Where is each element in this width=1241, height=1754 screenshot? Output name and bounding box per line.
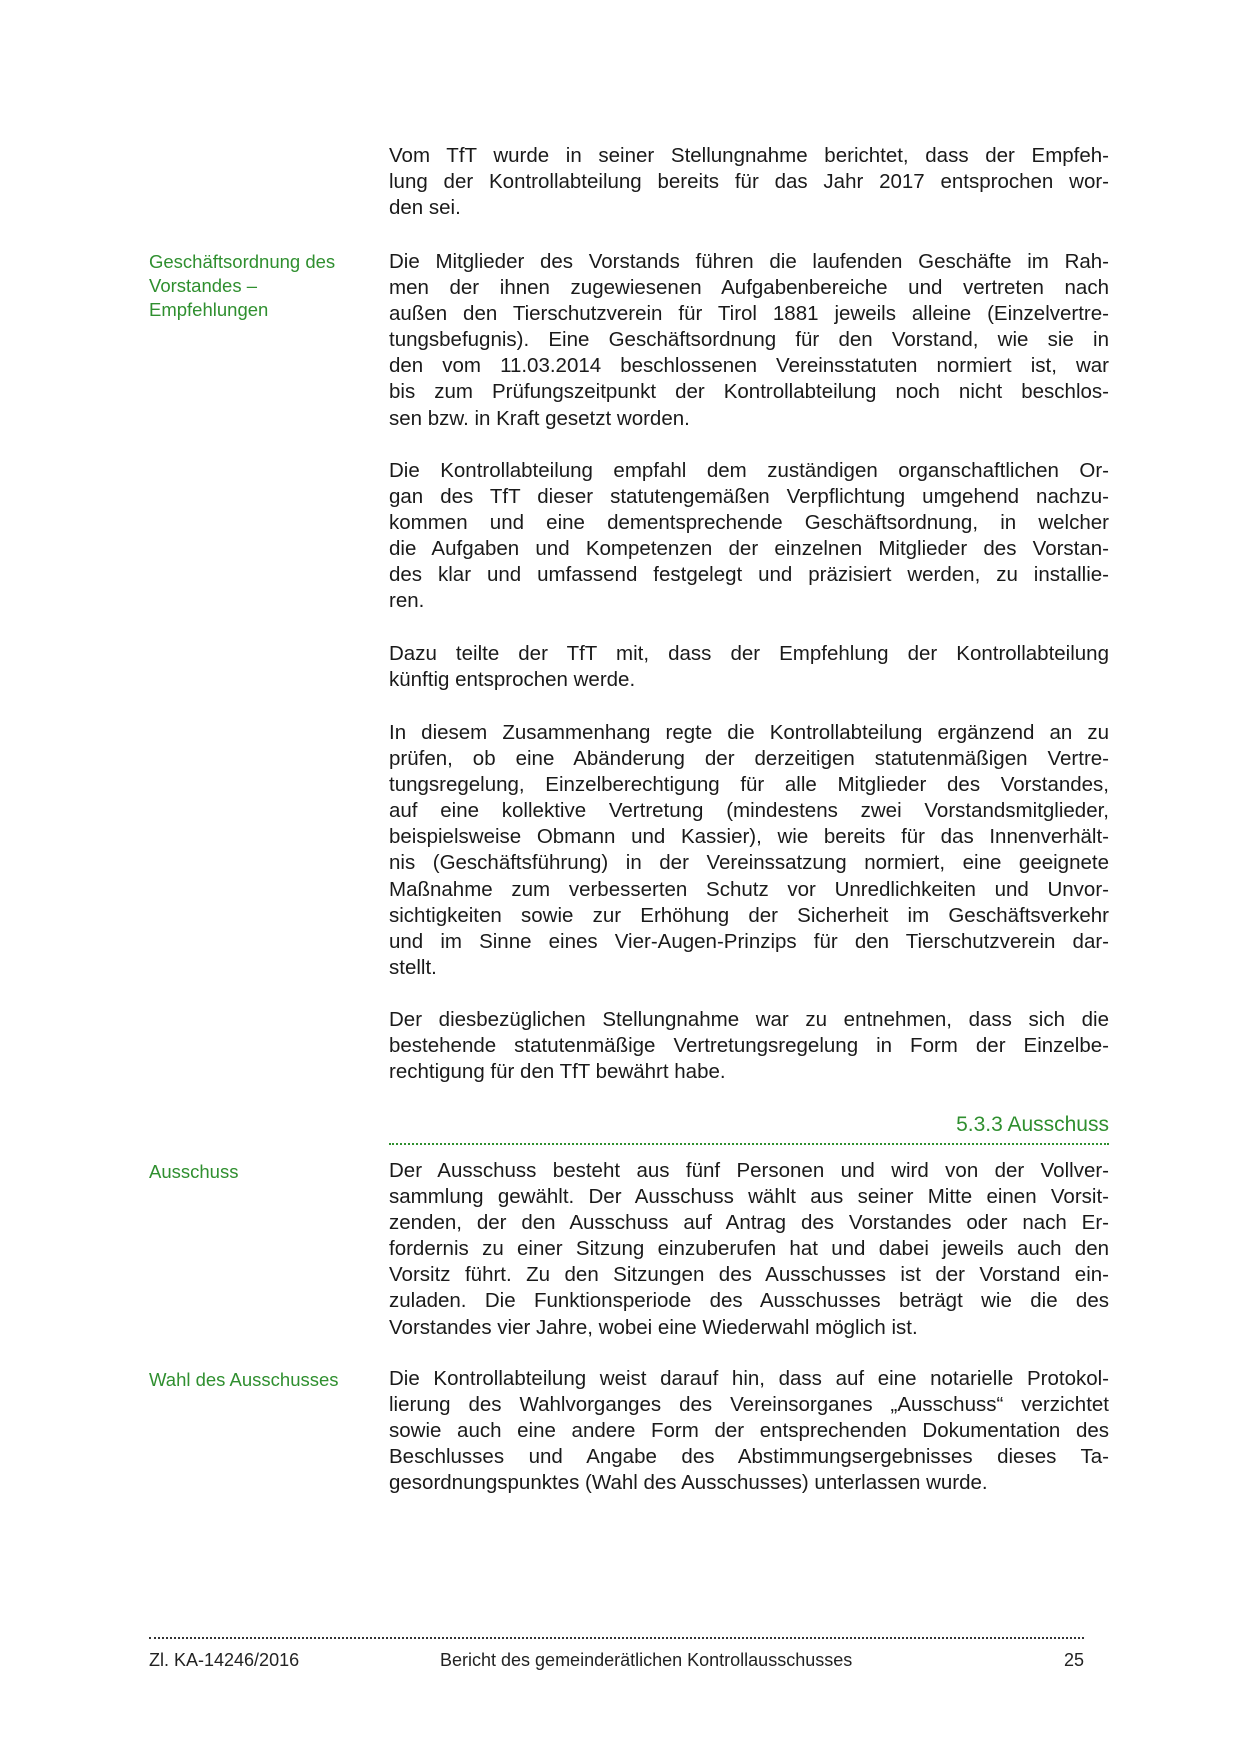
text-line: außen den Tierschutzverein für Tirol 1881 jeweils alleine (Einzelvertre- [389, 302, 1109, 326]
text-line: Die Kontrollabteilung weist darauf hin, dass auf eine notarielle Protokol- [389, 1367, 1109, 1390]
side-label-wahl: Wahl des Ausschusses [149, 1369, 339, 1390]
side-label-ausschuss: Ausschuss [149, 1161, 239, 1182]
paragraph-7 [389, 1158, 1109, 1341]
text-line: sowie auch eine andere Form der entsprechenden Dokumentation des [389, 1419, 1109, 1443]
text-line: lung der Kontrollabteilung bereits für das Jahr 2017 entsprochen wor- [389, 170, 1109, 194]
text-line: rechtigung für den TfT bewährt habe. [389, 1060, 726, 1084]
text-line: Vom TfT wurde in seiner Stellungnahme berichtet, dass der Empfeh- [389, 144, 1109, 167]
paragraph-2 [389, 249, 1109, 432]
text-line: Vorsitz führt. Zu den Sitzungen des Ausschusses ist der Vorstand ein- [389, 1263, 1109, 1287]
text-line: Vorstandes vier Jahre, wobei eine Wiederwahl möglich ist. [389, 1315, 918, 1339]
text-line: Der diesbezüglichen Stellungnahme war zu entnehmen, dass sich die [389, 1008, 1109, 1031]
footer-reference: Zl. KA-14246/2016 [149, 1650, 300, 1670]
text-line: den vom 11.03.2014 beschlossenen Vereinsstatuten normiert ist, war [389, 354, 1109, 378]
footer-title: Bericht des gemeinderätlichen Kontrollausschusses [440, 1650, 853, 1670]
paragraph-8 [389, 1366, 1109, 1496]
text-line: Dazu teilte der TfT mit, dass der Empfehlung der Kontrollabteilung [389, 642, 1109, 665]
text-line: und im Sinne eines Vier-Augen-Prinzips für den Tierschutzverein dar- [389, 929, 1109, 953]
text-line: tungsregelung, Einzelberechtigung für alle Mitglieder des Vorstandes, [389, 773, 1109, 797]
text-line: sammlung gewählt. Der Ausschuss wählt aus seiner Mitte einen Vorsit- [389, 1185, 1109, 1209]
paragraph-3 [389, 458, 1109, 615]
text-line: prüfen, ob eine Abänderung der derzeitigen statutenmäßigen Vertre- [389, 747, 1109, 771]
text-line: gan des TfT dieser statutengemäßen Verpflichtung umgehend nachzu- [389, 485, 1109, 509]
text-line: bis zum Prüfungszeitpunkt der Kontrollabteilung noch nicht beschlos- [389, 380, 1109, 404]
text-line: men der ihnen zugewiesenen Aufgabenbereiche und vertreten nach [389, 276, 1109, 300]
paragraph-1 [389, 143, 1109, 221]
text-line: den sei. [389, 196, 461, 220]
text-line: sichtigkeiten sowie zur Erhöhung der Sicherheit im Geschäftsverkehr [389, 903, 1109, 927]
text-line: sen bzw. in Kraft gesetzt worden. [389, 406, 690, 430]
text-line: des klar und umfassend festgelegt und präzisiert werden, zu installie- [389, 563, 1109, 587]
text-line: Die Kontrollabteilung empfahl dem zuständigen organschaftlichen Or- [389, 459, 1109, 482]
text-line: Der Ausschuss besteht aus fünf Personen und wird von der Vollver- [389, 1159, 1109, 1182]
text-line: künftig entsprochen werde. [389, 668, 636, 692]
text-line: Die Mitglieder des Vorstands führen die laufenden Geschäfte im Rah- [389, 250, 1109, 273]
paragraph-5 [389, 720, 1109, 981]
text-line: ren. [389, 589, 425, 613]
text-line: nis (Geschäftsführung) in der Vereinssatzung normiert, eine geeignete [389, 851, 1109, 875]
text-line: zenden, der den Ausschuss auf Antrag des Vorstandes oder nach Er- [389, 1211, 1109, 1235]
text-line: beispielsweise Obmann und Kassier), wie bereits für das Innenverhält- [389, 825, 1109, 849]
heading-divider [389, 1143, 1109, 1145]
side-label-line: Geschäftsordnung des [149, 251, 336, 272]
text-line: Maßnahme zum verbesserten Schutz vor Unredlichkeiten und Unvor- [389, 877, 1109, 901]
text-line: tungsbefugnis). Eine Geschäftsordnung für den Vorstand, wie sie in [389, 328, 1109, 352]
section-heading: 5.3.3 Ausschuss [956, 1113, 1109, 1136]
paragraph-6 [389, 1007, 1109, 1085]
text-line: bestehende statutenmäßige Vertretungsregelung in Form der Einzelbe- [389, 1034, 1109, 1058]
text-line: fordernis zu einer Sitzung einzuberufen hat und dabei jeweils auch den [389, 1237, 1109, 1261]
text-line: auf eine kollektive Vertretung (mindestens zwei Vorstandsmitglieder, [389, 799, 1109, 823]
text-line: zuladen. Die Funktionsperiode des Ausschusses beträgt wie die des [389, 1289, 1109, 1313]
text-line: kommen und eine dementsprechende Geschäftsordnung, in welcher [389, 511, 1109, 535]
text-line: die Aufgaben und Kompetenzen der einzelnen Mitglieder des Vorstan- [389, 537, 1109, 561]
text-line: lierung des Wahlvorganges des Vereinsorganes „Ausschuss“ verzichtet [389, 1393, 1109, 1417]
side-label-geschaeftsordnung [149, 250, 379, 322]
page-number: 25 [1063, 1650, 1084, 1670]
side-label-line: Empfehlungen [149, 299, 269, 320]
text-line: stellt. [389, 955, 437, 979]
paragraph-4 [389, 641, 1109, 693]
text-line: In diesem Zusammenhang regte die Kontrollabteilung ergänzend an zu [389, 721, 1109, 744]
text-line: gesordnungspunktes (Wahl des Ausschusses) unterlassen wurde. [389, 1471, 988, 1495]
side-label-line: Vorstandes – [149, 275, 257, 296]
footer-divider [149, 1637, 1084, 1639]
text-line: Beschlusses und Angabe des Abstimmungsergebnisses dieses Ta- [389, 1445, 1109, 1469]
